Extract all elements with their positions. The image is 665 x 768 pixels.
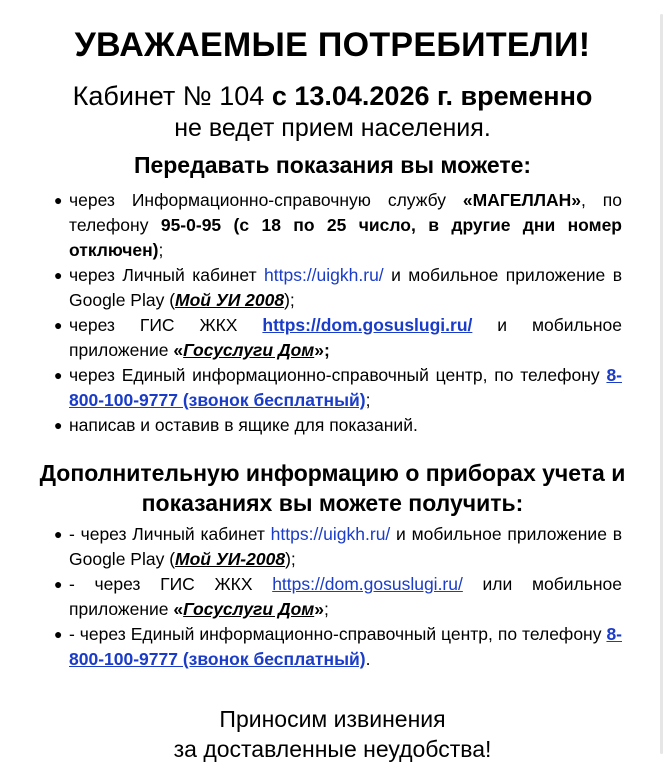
- bullet-icon: ●: [54, 576, 63, 592]
- bullet-icon: ●: [54, 192, 63, 208]
- uigkh-link[interactable]: https://uigkh.ru/: [264, 265, 384, 285]
- app-name[interactable]: Мой УИ-2008: [175, 549, 286, 569]
- bullet-icon: ●: [54, 317, 63, 333]
- section1-list: [54, 188, 622, 438]
- section2-list: [54, 522, 622, 672]
- page-title: УВАЖАЕМЫЕ ПОТРЕБИТЕЛИ!: [74, 26, 591, 64]
- app-name[interactable]: Госуслуги Дом: [183, 599, 315, 619]
- gosuslugi-link[interactable]: https://dom.gosuslugi.ru/: [272, 574, 463, 594]
- uigkh-link[interactable]: https://uigkh.ru/: [270, 524, 391, 544]
- section2-heading: Дополнительную информацию о приборах учета и показаниях вы можете получить:: [39, 460, 626, 516]
- notice-line: [0, 81, 665, 112]
- bullet-icon: ●: [54, 367, 63, 383]
- notice-line-2: не ведет прием населения.: [174, 114, 491, 142]
- bullet-icon: ●: [54, 267, 63, 283]
- list-item: ● - через ГИС ЖКХ https://dom.gosuslugi.ru/ или мобильное приложение «Госуслуги Дом»;: [54, 574, 622, 619]
- closing-text: Приносим извинения за доставленные неудобства!: [173, 706, 492, 762]
- list-item: ● через Личный кабинет https://uigkh.ru/ и мобильное приложение в Google Play (Мой УИ 2008);: [54, 265, 622, 310]
- gosuslugi-link[interactable]: https://dom.gosuslugi.ru/: [262, 315, 473, 335]
- notice-prefix: Кабинет № 104: [72, 81, 272, 111]
- phone-link[interactable]: 8-800-100-9777 (звонок бесплатный): [69, 365, 622, 410]
- list-item: ● написав и оставив в ящике для показаний.: [54, 413, 622, 438]
- phone-link[interactable]: 8-800-100-9777 (звонок бесплатный): [69, 624, 622, 669]
- app-name[interactable]: Госуслуги Дом: [183, 340, 315, 360]
- app-name[interactable]: Мой УИ 2008: [175, 290, 285, 310]
- list-item: ● через ГИС ЖКХ https://dom.gosuslugi.ru/ и мобильное приложение «Госуслуги Дом»;: [54, 315, 622, 360]
- notice-date: с 13.04.2026 г. временно: [271, 81, 593, 111]
- section1-heading: Передавать показания вы можете:: [133, 152, 532, 178]
- list-item: ● через Единый информационно-справочный центр, по телефону 8-800-100-9777 (звонок бесплатный);: [54, 365, 622, 410]
- scrollbar[interactable]: [660, 14, 663, 754]
- bullet-icon: ●: [54, 626, 63, 642]
- list-item: ● через Информационно-справочную службу «МАГЕЛЛАН», по телефону 95-0-95 (с 18 по 25 число, в другие дни номер отключен);: [54, 190, 623, 260]
- bullet-icon: ●: [54, 417, 63, 433]
- bullet-icon: ●: [54, 526, 63, 542]
- list-item: ● - через Личный кабинет https://uigkh.ru/ и мобильное приложение в Google Play (Мой УИ-2008);: [54, 524, 622, 569]
- list-item: ● - через Единый информационно-справочный центр, по телефону 8-800-100-9777 (звонок бесплатный).: [54, 624, 622, 669]
